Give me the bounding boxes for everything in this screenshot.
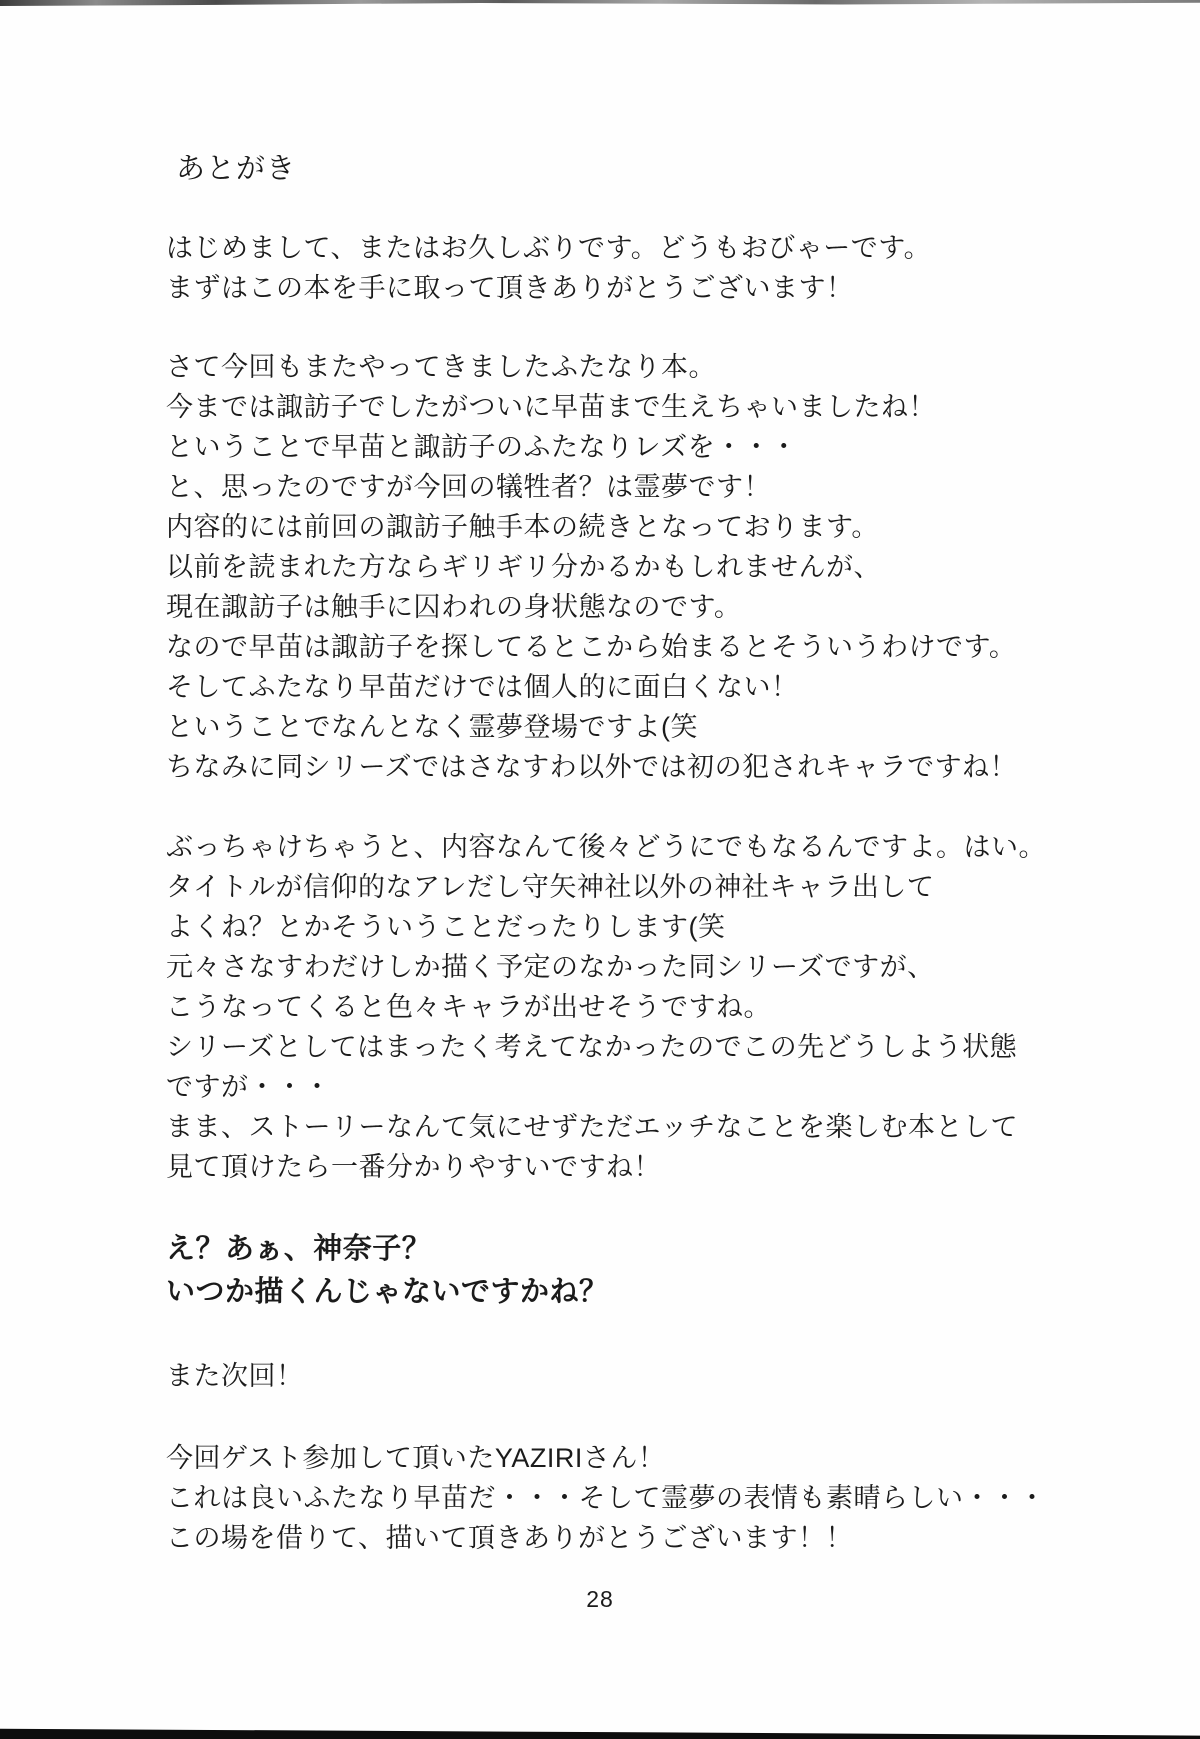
text-line: 以前を読まれた方ならギリギリ分かるかもしれませんが、 xyxy=(166,552,881,582)
text-line: シリーズとしてはまったく考えてなかったのでこの先どうしよう状態 xyxy=(166,1032,1018,1062)
paragraph-emphasis xyxy=(166,1228,609,1314)
text-line: タイトルが信仰的なアレだし守矢神社以外の神社キャラ出して xyxy=(166,872,935,902)
text-line: ぶっちゃけちゃうと、内容なんて後々どうにでもなるんですよ。はい。 xyxy=(166,832,1046,862)
text-line: え？あぁ、神奈子？ xyxy=(166,1233,432,1265)
text-line: 今までは諏訪子でしたがついに早苗まで生えちゃいましたね！ xyxy=(166,392,936,422)
text-line: はじめまして、またはお久しぶりです。どうもおびゃーです。 xyxy=(166,233,932,263)
page-number: 28 xyxy=(586,1586,614,1612)
text-line: 見て頂けたら一番分かりやすいですね！ xyxy=(166,1152,661,1182)
text-line: よくね？とかそういうことだったりします(笑 xyxy=(166,912,726,942)
text-line: ちなみに同シリーズではさなすわ以外では初の犯されキャラですね！ xyxy=(166,752,1018,782)
text-line: ということで早苗と諏訪子のふたなりレズを・・・ xyxy=(166,432,798,462)
text-line: さて今回もまたやってきましたふたなり本。 xyxy=(166,352,716,382)
text-line: なので早苗は諏訪子を探してるとこから始まるとそういうわけです。 xyxy=(166,632,1017,662)
text-line: と、思ったのですが今回の犠牲者？は霊夢です！ xyxy=(166,472,771,502)
paragraph-series-talk xyxy=(166,827,1046,1187)
text-line: ですが・・・ xyxy=(166,1072,331,1102)
text-line: 現在諏訪子は触手に囚われの身状態なのです。 xyxy=(166,592,742,622)
text-line: いつか描くんじゃないですかね？ xyxy=(166,1276,609,1308)
text-line: まずはこの本を手に取って頂きありがとうございます！ xyxy=(166,273,854,303)
text-line: 元々さなすわだけしか描く予定のなかった同シリーズですが、 xyxy=(166,952,935,982)
paragraph-greeting xyxy=(166,228,931,308)
paragraph-guest-thanks xyxy=(166,1438,1046,1558)
text-line: 内容的には前回の諏訪子触手本の続きとなっております。 xyxy=(166,512,879,542)
text-line: ということでなんとなく霊夢登場ですよ(笑 xyxy=(166,712,698,742)
text-line: こうなってくると色々キャラが出せそうですね。 xyxy=(166,992,771,1022)
scan-edge-top-artifact xyxy=(0,0,1200,6)
text-line: また次回！ xyxy=(166,1361,304,1391)
text-line: 今回ゲスト参加して頂いたYAZIRIさん！ xyxy=(166,1443,666,1473)
paragraph-see-you xyxy=(166,1356,304,1396)
paragraph-book-intro xyxy=(166,347,1017,787)
page-title: あとがき xyxy=(176,153,297,185)
text-line: この場を借りて、描いて頂きありがとうございます！！ xyxy=(166,1523,853,1553)
text-line: そしてふたなり早苗だけでは個人的に面白くない！ xyxy=(166,672,799,702)
text-line: まま、ストーリーなんて気にせずただエッチなことを楽しむ本として xyxy=(166,1112,1018,1142)
scan-edge-bottom-artifact xyxy=(0,1727,1200,1739)
text-line: これは良いふたなり早苗だ・・・そして霊夢の表情も素晴らしい・・・ xyxy=(166,1483,1046,1513)
